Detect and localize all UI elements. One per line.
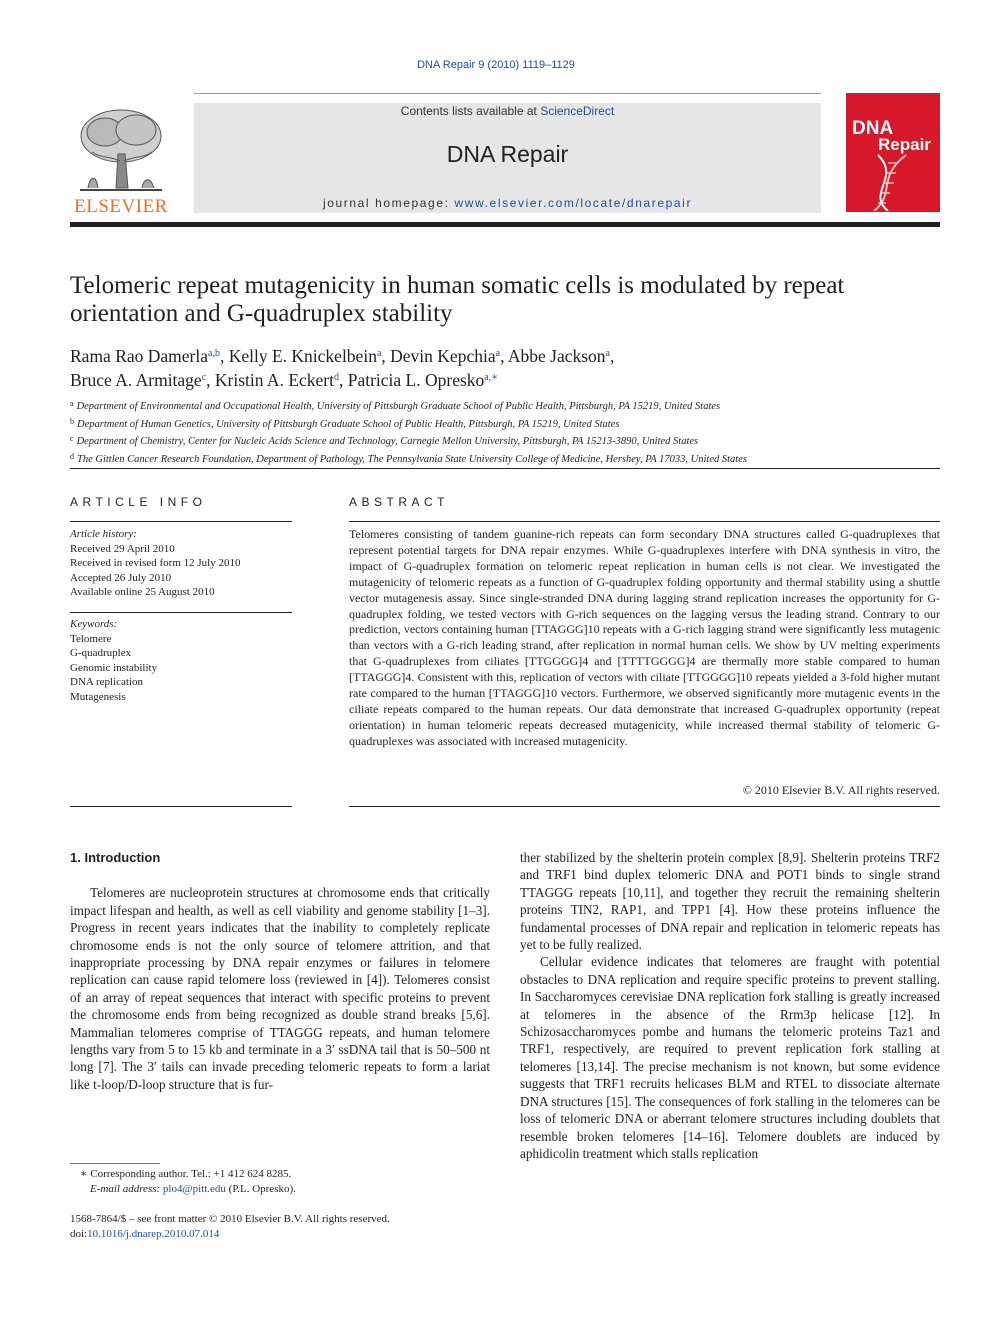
doi-label: doi:: [70, 1227, 88, 1240]
affiliation-item: [70, 415, 940, 433]
footnote: [70, 1167, 490, 1196]
author-separator: ,: [338, 370, 348, 390]
affiliation-label: c: [70, 434, 74, 443]
author-separator: ,: [219, 346, 229, 366]
journal-title: DNA Repair: [446, 141, 569, 167]
author-separator: ,: [500, 346, 508, 366]
author-name[interactable]: Bruce A. Armitage: [70, 370, 202, 390]
affiliation-label: b: [70, 416, 74, 426]
author-name[interactable]: Abbe Jackson: [507, 346, 606, 366]
affiliation-item: [70, 397, 940, 415]
keyword-item: Genomic instability: [70, 661, 158, 674]
contents-line: [194, 104, 821, 118]
affiliation-divider: [70, 468, 940, 469]
body-column-left: [70, 849, 490, 1093]
copyright: © 2010 Elsevier B.V. All rights reserved.: [742, 783, 940, 797]
article-title: Telomeric repeat mutagenicity in human somatic cells is modulated by repeat orientation and G-quadruplex stability: [70, 272, 845, 327]
dna-helix-icon: [866, 153, 916, 211]
issn-line: 1568-7864/$ – see front matter © 2010 Elsevier B.V. All rights reserved.: [70, 1213, 390, 1225]
email-link[interactable]: plo4@pitt.edu: [162, 1182, 226, 1195]
journal-cover[interactable]: [846, 93, 940, 212]
affiliation-text: Department of Chemistry, Center for Nucleic Acids Science and Technology, Carnegie Mellon University, Pittsburgh, PA 15213-3890, United States: [76, 436, 699, 447]
body-paragraph: Telomeres are nucleoprotein structures at chromosome ends that critically impact lifespan and health, as well as cell viability and genome stability [1–3]. Progress in recent years indicates that the inability to completely replicate chromosome ends is not the only source of telomere attrition, and that inappropriate processing by DNA repair enzymes or failures in telomere replication can cause rapid telomere loss (reviewed in [4]). Telomeres consist of an array of repeat sequences that interact with specific proteins to prevent the chromosome ends from being recognized as double strand breaks [5,6]. Mammalian telomeres comprise of TTAGGG repeats, and human telomere lengths vary from 5 to 15 kb and terminate in a 3′ ssDNA tail that is 50–500 nt long [7]. The 3′ tails can invade preceding telomeric repeats to form a lariat like t-loop/D-loop structure that is fur-: [70, 885, 490, 1092]
homepage-link[interactable]: www.elsevier.com/locate/dnarepair: [454, 196, 693, 210]
email-line: [70, 1182, 490, 1197]
history-item: Available online 25 August 2010: [70, 586, 215, 598]
author-name[interactable]: Rama Rao Damerla: [70, 346, 209, 366]
history-item: Accepted 26 July 2010: [70, 571, 172, 584]
affiliation-ref[interactable]: c: [201, 372, 207, 383]
affiliation-ref[interactable]: a,∗: [484, 372, 499, 383]
affiliation-ref[interactable]: a: [605, 348, 610, 359]
abstract-heading: ABSTRACT: [349, 495, 450, 509]
keywords-rule: [70, 612, 292, 613]
affiliation-item: [70, 450, 940, 468]
doi-link[interactable]: 10.1016/j.dnarep.2010.07.014: [87, 1227, 220, 1240]
article-info-rule: [70, 521, 292, 522]
body-column-right: [520, 849, 940, 1162]
affiliation-label: d: [70, 451, 74, 461]
keyword-item: Mutagenesis: [70, 690, 126, 703]
masthead-top-rule: [194, 93, 821, 94]
article-info-bottom-rule: [70, 806, 292, 807]
elsevier-wordmark: ELSEVIER: [74, 196, 168, 217]
elsevier-logo[interactable]: [70, 106, 172, 216]
author-list: [70, 343, 930, 391]
body-paragraph: ther stabilized by the shelterin protein complex [8,9]. Shelterin proteins TRF2 and TRF1 bind duplex telomeric DNA and POT1 binds to single strand TTAGGG repeats [10,11], and together they recruit the remaining shelterin proteins TIN2, RAP1, and TPP1 [4]. How these proteins influence the fundamental processes of DNA repair and replication in telomeric repeats has yet to be fully realized.: [520, 850, 940, 953]
keywords-label: Keywords:: [70, 618, 118, 630]
author-separator: ,: [381, 346, 391, 366]
sciencedirect-link[interactable]: ScienceDirect: [540, 104, 615, 118]
affiliation-item: [70, 432, 940, 450]
header-divider: [70, 222, 940, 227]
keyword-item: Telomere: [70, 632, 112, 645]
affiliation-text: The Gittlen Cancer Research Foundation, Department of Pathology, The Pennsylvania State University College of Medicine, Hershey, PA 17033, United States: [77, 453, 747, 465]
corresponding-author: ∗ Corresponding author. Tel.: +1 412 624 8285.: [80, 1168, 292, 1180]
affiliation-ref[interactable]: d: [333, 372, 339, 383]
journal-citation[interactable]: DNA Repair 9 (2010) 1119–1129: [417, 59, 575, 71]
author-separator: ,: [610, 346, 615, 366]
abstract-bottom-rule: [349, 806, 940, 807]
author-name[interactable]: Patricia L. Opresko: [347, 370, 485, 390]
abstract-text: Telomeres consisting of tandem guanine-rich repeats can form secondary DNA structures called G-quadruplexes that represent potential targets for DNA repair enzymes. While G-quadruplexes interfere with DNA synthesis in vitro, the impact of G-quadruplex formation on telomeric repeat replication in human cells is not clear. We investigated the mutagenicity of telomeric repeats as a function of G-quadruplex folding opportunity and thermal stability using a shuttle vector mutagenesis assay. Since single-stranded DNA during lagging strand replication increases the opportunity for G-quadruplex folding, we tested vectors with G-rich sequences on the lagging versus the leading strand. Contrary to our prediction, vectors containing human [TTAGGG]10 repeats with a G-rich lagging strand were significantly less mutagenic than vectors with a G-rich leading strand, after replication in normal human cells. We show by UV melting experiments that G-quadruplexes from ciliates [TTGGGG]4 and [TTTTGGGG]4 are thermally more stable compared to human [TTAGGG]4. Consistent with this, replication of vectors with ciliate [TTGGGG]10 repeats yielded a 3-fold higher mutant rate compared to the human [TTAGGG]10 vectors. Furthermore, we observed significantly more mutagenic events in the ciliate repeats compared to the human repeats. Our data demonstrate that increased G-quadruplex opportunity (repeat orientation) in human telomeric repeats decreased mutagenicity, while increased thermal stability of telomeric G-quadruplexes was associated with increased mutagenicity.: [349, 527, 940, 748]
author-separator: ,: [206, 370, 215, 390]
article-history: [70, 527, 292, 600]
homepage-line: [194, 196, 821, 210]
keyword-item: G-quadruplex: [70, 647, 132, 659]
tree-icon: [70, 106, 172, 196]
affiliation-ref[interactable]: a: [376, 348, 382, 359]
email-label: E-mail address:: [90, 1182, 163, 1195]
history-label: Article history:: [70, 528, 137, 540]
homepage-prefix: journal homepage:: [322, 196, 455, 210]
affiliations: [70, 397, 940, 467]
bottom-info: [70, 1212, 570, 1241]
author-name[interactable]: Devin Kepchia: [390, 346, 496, 366]
affiliation-ref[interactable]: a,b: [208, 348, 220, 359]
footnote-rule: [70, 1163, 160, 1164]
affiliation-ref[interactable]: a: [495, 348, 501, 359]
abstract-rule: [349, 521, 940, 522]
contents-prefix: Contents lists available at: [400, 104, 541, 118]
article-info-heading: ARTICLE INFO: [70, 495, 207, 509]
keyword-item: DNA replication: [70, 676, 144, 688]
author-name[interactable]: Kristin A. Eckert: [214, 370, 334, 390]
author-name[interactable]: Kelly E. Knickelbein: [228, 346, 377, 366]
cover-dna-text: DNA: [852, 118, 894, 139]
affiliation-label: a: [70, 399, 74, 408]
cover-repair-text: Repair: [878, 135, 931, 154]
section-heading: 1. Introduction: [70, 850, 161, 865]
keywords: [70, 617, 292, 704]
email-suffix: (P.L. Opresko).: [225, 1182, 296, 1195]
body-paragraph: Cellular evidence indicates that telomeres are fraught with potential obstacles to DNA replication and require specific proteins to prevent stalling. In Saccharomyces cerevisiae DNA replication fork stalling is greatly increased at telomeres in the absence of the Rrm3p helicase [12]. In Schizosaccharomyces pombe and humans the telomeric proteins Taz1 and TRF1, respectively, are required to prevent replication fork stalling at telomeres [13,14]. The precise mechanism is not known, but some evidence suggests that TRF1 recruits helicases BLM and RTEL to dissociate alternate DNA structures [15]. The consequences of fork stalling in the telomeres can be loss of telomeric DNA or aberrant telomere structures including doublets that resemble broken telomeres [14–16]. Telomere doublets are induced by aphidicolin treatment which stalls replication: [520, 954, 940, 1161]
affiliation-text: Department of Human Genetics, University of Pittsburgh Graduate School of Public Health, Pittsburgh, PA 15219, United States: [77, 418, 620, 430]
affiliation-text: Department of Environmental and Occupational Health, University of Pittsburgh Graduate School of Public Health, Pittsburgh, PA 15219, United States: [76, 401, 721, 412]
history-item: Received 29 April 2010: [70, 542, 175, 555]
doi-line: [70, 1227, 570, 1242]
history-item: Received in revised form 12 July 2010: [70, 557, 241, 569]
